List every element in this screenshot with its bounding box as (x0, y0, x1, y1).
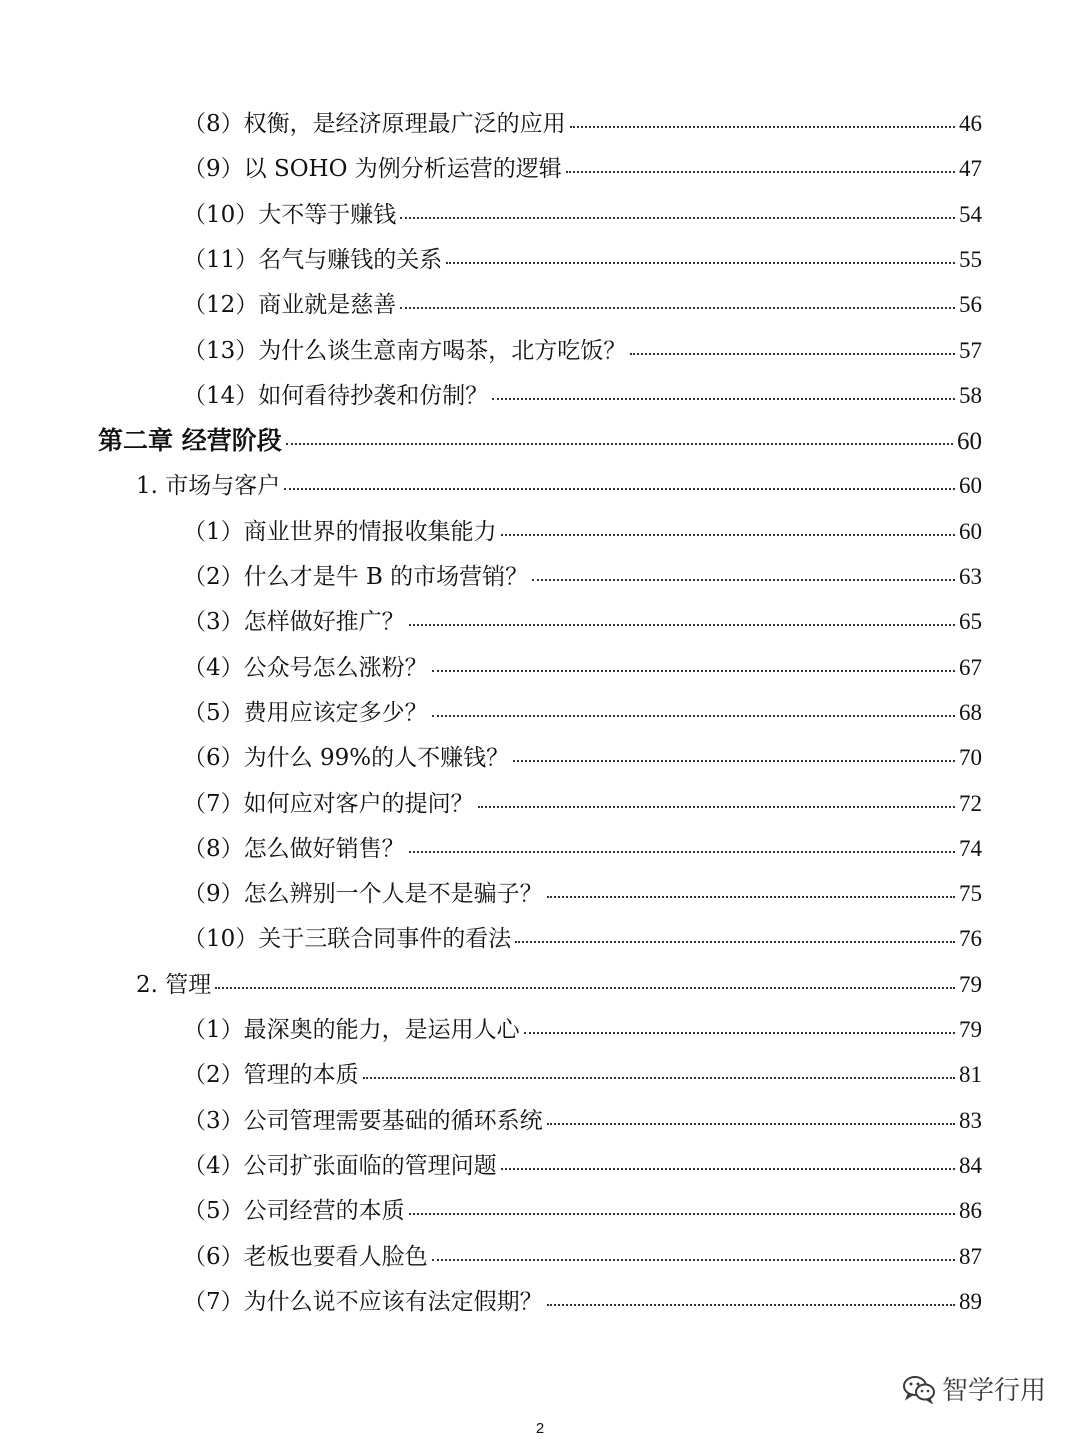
toc-page-number: 58 (959, 383, 982, 408)
toc-page-number: 57 (959, 338, 982, 363)
toc-page-number: 83 (959, 1108, 982, 1133)
toc-item-row (183, 1282, 982, 1322)
dot-leader (284, 488, 955, 490)
toc-item-row (183, 919, 982, 959)
toc-page-number: 47 (959, 156, 982, 181)
dot-leader (501, 1168, 955, 1170)
toc-page-number: 60 (959, 519, 982, 544)
toc-item-row (183, 784, 982, 824)
toc-page-number: 84 (959, 1153, 982, 1178)
toc-entry-label: （10）关于三联合同事件的看法 (183, 926, 512, 952)
toc-entry-label: （6）为什么 99%的人不赚钱？ (183, 745, 510, 771)
toc-page-number: 75 (959, 881, 982, 906)
toc-page-number: 56 (959, 292, 982, 317)
toc-item-row (183, 648, 982, 688)
dot-leader (400, 217, 955, 219)
dot-leader (570, 126, 955, 128)
toc-entry-label: （2）什么才是牛 B 的市场营销？ (183, 564, 529, 590)
toc-entry-label: （12）商业就是慈善 (183, 292, 397, 318)
toc-page-number: 46 (959, 111, 982, 136)
toc-section-row (136, 965, 982, 1005)
toc-entry-label: （14）如何看待抄袭和仿制？ (183, 383, 489, 409)
toc-page-number: 86 (959, 1198, 982, 1223)
dot-leader (409, 851, 955, 853)
toc-page-number: 63 (959, 564, 982, 589)
dot-leader (566, 171, 955, 173)
toc-entry-label: （9）以 SOHO 为例分析运营的逻辑 (183, 156, 562, 182)
dot-leader (492, 398, 955, 400)
dot-leader (446, 262, 955, 264)
toc-item-row (183, 376, 982, 416)
dot-leader (286, 443, 953, 445)
toc-page-number: 60 (957, 428, 982, 455)
dot-leader (409, 1213, 955, 1215)
dot-leader (515, 941, 955, 943)
dot-leader (432, 1259, 955, 1261)
dot-leader (547, 1304, 955, 1306)
toc-item-row (183, 240, 982, 280)
dot-leader (478, 806, 955, 808)
dot-leader (409, 624, 955, 626)
dot-leader (215, 987, 955, 989)
toc-item-row (183, 1055, 982, 1095)
wechat-icon (902, 1374, 936, 1404)
toc-section-row (136, 466, 982, 506)
toc-entry-label: 2. 管理 (136, 972, 212, 998)
toc-item-row (183, 1191, 982, 1231)
dot-leader (432, 670, 955, 672)
dot-leader (432, 715, 955, 717)
toc-item-row (183, 195, 982, 235)
dot-leader (547, 1123, 955, 1125)
toc-item-row (183, 874, 982, 914)
watermark (902, 1370, 1046, 1407)
toc-item-row (183, 557, 982, 597)
dot-leader (524, 1032, 955, 1034)
toc-page-number: 54 (959, 202, 982, 227)
toc-item-row (183, 331, 982, 371)
toc-page-number: 79 (959, 1017, 982, 1042)
toc-page-number: 87 (959, 1244, 982, 1269)
toc-page-number: 72 (959, 791, 982, 816)
dot-leader (630, 353, 955, 355)
toc-page-number: 79 (959, 972, 982, 997)
toc-item-row (183, 1101, 982, 1141)
toc-entry-label: （3）公司管理需要基础的循环系统 (183, 1108, 543, 1134)
toc-item-row (183, 512, 982, 552)
toc-entry-label: （13）为什么谈生意南方喝茶，北方吃饭？ (183, 338, 627, 364)
dot-leader (532, 579, 955, 581)
dot-leader (501, 534, 955, 536)
toc-entry-label: （3）怎样做好推广？ (183, 609, 405, 635)
toc-page-number: 67 (959, 655, 982, 680)
toc-item-row (183, 1146, 982, 1186)
toc-item-row (183, 602, 982, 642)
dot-leader (547, 896, 955, 898)
toc-page-number: 70 (959, 745, 982, 770)
toc-page-number: 81 (959, 1062, 982, 1087)
toc-page-number: 65 (959, 609, 982, 634)
toc-entry-label: （6）老板也要看人脸色 (183, 1244, 428, 1270)
toc-page-number: 55 (959, 247, 982, 272)
toc-entry-label: 1. 市场与客户 (136, 473, 281, 499)
dot-leader (400, 307, 955, 309)
toc-item-row (183, 738, 982, 778)
toc-entry-label: （1）最深奥的能力，是运用人心 (183, 1017, 520, 1043)
toc-entry-label: （7）如何应对客户的提问？ (183, 791, 474, 817)
watermark-text: 智学行用 (942, 1376, 1047, 1406)
toc-entry-label: （7）为什么说不应该有法定假期？ (183, 1289, 543, 1315)
dot-leader (363, 1077, 955, 1079)
toc-page-number: 60 (959, 473, 982, 498)
toc-item-row (183, 693, 982, 733)
toc-item-row (183, 1237, 982, 1277)
page-number: 2 (535, 1420, 545, 1437)
toc-entry-label: （10）大不等于赚钱 (183, 202, 397, 228)
toc-item-row (183, 1010, 982, 1050)
toc-item-row (183, 149, 982, 189)
toc-entry-label: （11）名气与赚钱的关系 (183, 247, 443, 273)
toc-page-number: 89 (959, 1289, 982, 1314)
toc-item-row (183, 285, 982, 325)
toc-item-row (183, 104, 982, 144)
toc-page-number: 76 (959, 926, 982, 951)
toc-entry-label: （8）权衡，是经济原理最广泛的应用 (183, 111, 566, 137)
toc-page-number: 68 (959, 700, 982, 725)
dot-leader (513, 760, 955, 762)
toc-entry-label: （9）怎么辨别一个人是不是骗子？ (183, 881, 543, 907)
toc-entry-label: （4）公众号怎么涨粉？ (183, 655, 428, 681)
toc-entry-label: （4）公司扩张面临的管理问题 (183, 1153, 497, 1179)
toc-entry-label: （8）怎么做好销售？ (183, 836, 405, 862)
toc-chapter-row (98, 421, 982, 461)
toc-item-row (183, 829, 982, 869)
toc-entry-label: （5）费用应该定多少？ (183, 700, 428, 726)
toc-entry-label: （5）公司经营的本质 (183, 1198, 405, 1224)
toc-entry-label: （1）商业世界的情报收集能力 (183, 519, 497, 545)
toc-page-number: 74 (959, 836, 982, 861)
toc-entry-label: （2）管理的本质 (183, 1062, 359, 1088)
toc-entry-label: 第二章 经营阶段 (98, 426, 282, 455)
